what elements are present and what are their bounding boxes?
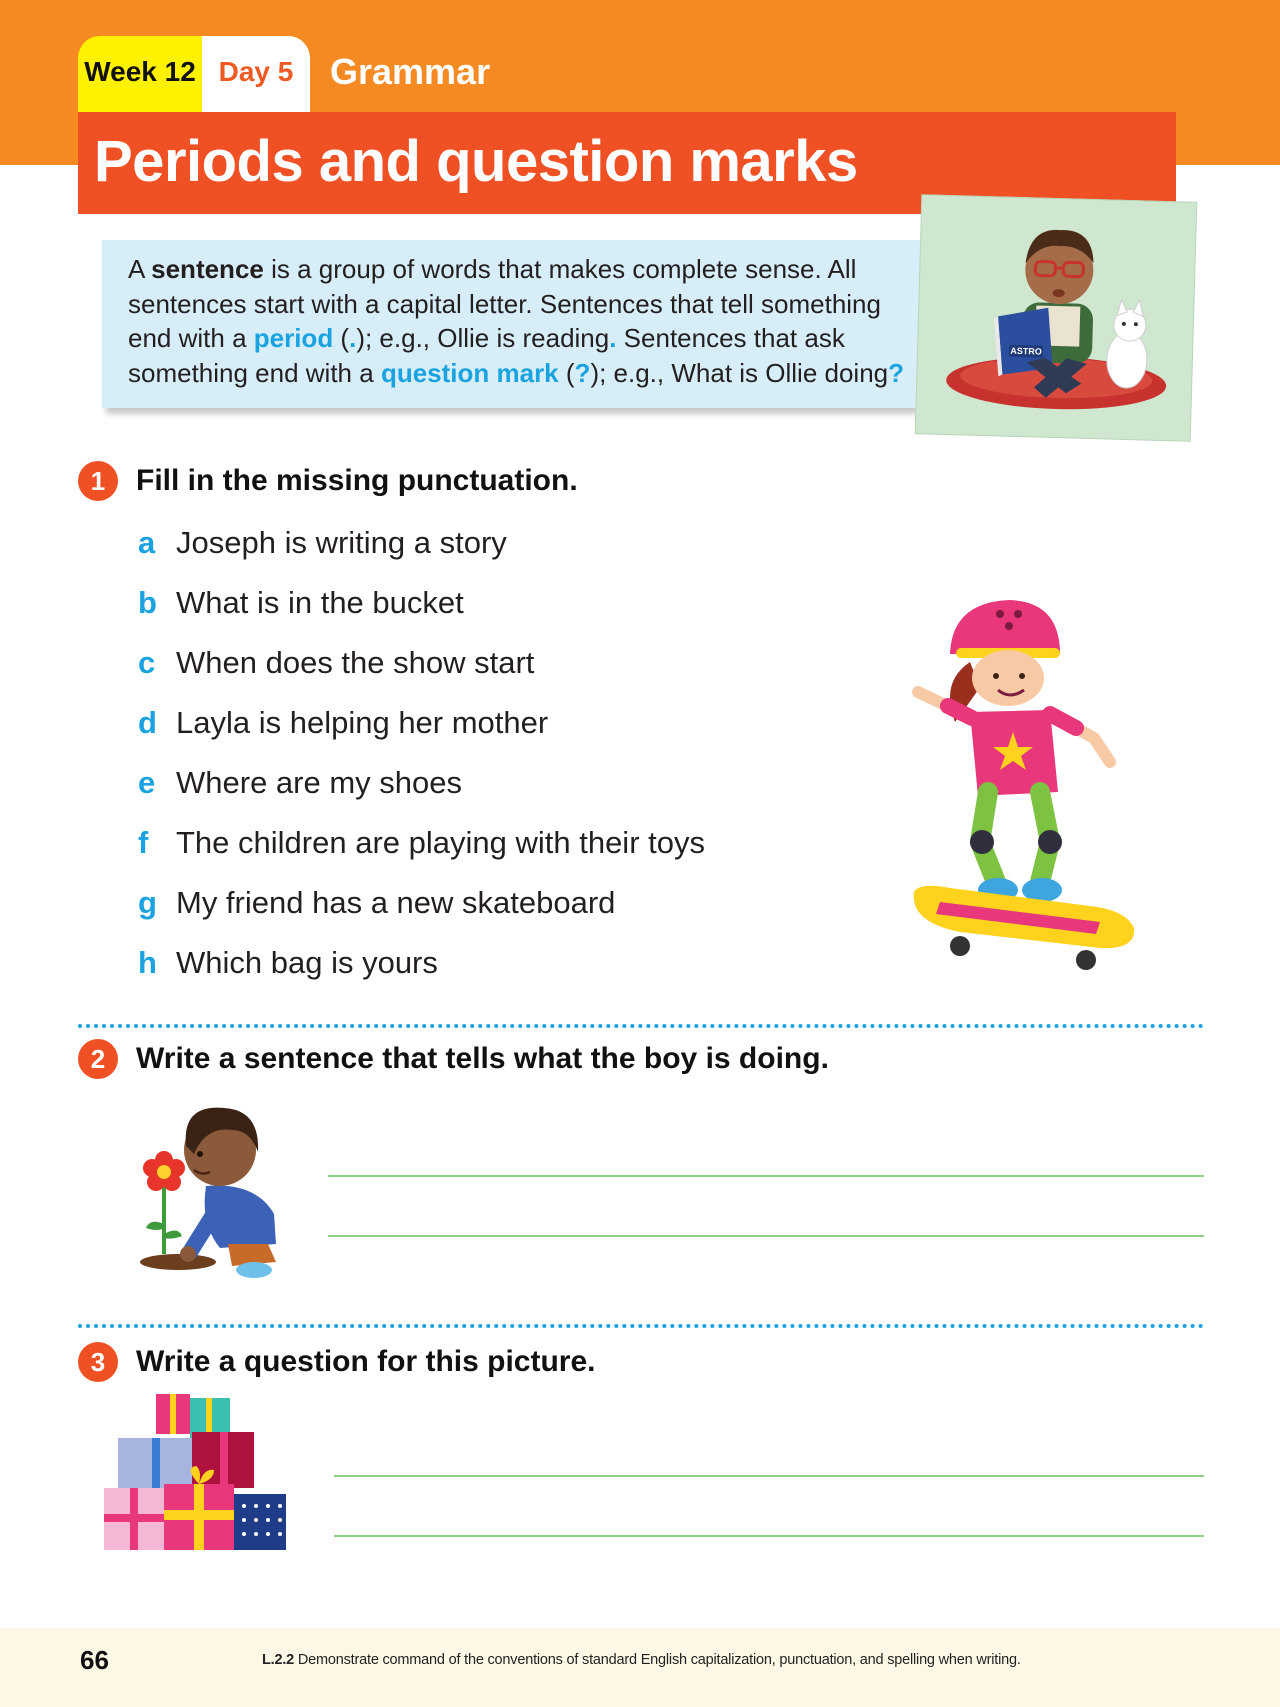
standard-text: Demonstrate command of the conventions of standard English capitalization, punctuation, and spelling when writing.: [294, 1652, 1021, 1668]
item-text: My friend has a new skateboard: [176, 885, 616, 920]
item-text: Where are my shoes: [176, 765, 462, 800]
answer-line[interactable]: [328, 1235, 1204, 1237]
section-divider: [78, 1324, 1204, 1328]
list-item: [138, 640, 534, 686]
section-divider: [78, 1024, 1204, 1028]
info-text-part: (: [558, 357, 575, 388]
page-title: Periods and question marks: [94, 129, 858, 194]
keyword-sentence: sentence: [151, 254, 264, 284]
page-number: 66: [80, 1645, 109, 1675]
item-text: Which bag is yours: [176, 945, 438, 980]
item-letter: a: [138, 525, 156, 560]
info-text-part: ); e.g., What is Ollie doing: [590, 357, 889, 388]
question-3-prompt: Write a question for this picture.: [136, 1345, 596, 1378]
standard-note: [262, 1646, 1021, 1674]
answer-line[interactable]: [328, 1175, 1204, 1177]
question-number-3: 3: [78, 1342, 118, 1382]
question-example-symbol: ?: [888, 357, 905, 388]
item-letter: f: [138, 825, 149, 860]
item-letter: b: [138, 585, 157, 620]
item-letter: h: [138, 945, 157, 980]
list-item: [138, 700, 548, 746]
info-text-part: is a group of words that makes complete sense. All sentences start with a capital letter. Sentences that tell something end with a: [128, 254, 881, 353]
item-text: When does the show start: [176, 645, 535, 680]
question-1-prompt: Fill in the missing punctuation.: [136, 464, 578, 497]
item-letter: d: [138, 705, 157, 740]
list-item: [138, 940, 438, 986]
list-item: [138, 520, 507, 566]
subject-label: Grammar: [330, 51, 491, 92]
question-number-2: 2: [78, 1039, 118, 1079]
list-item: [138, 760, 462, 806]
period-example-symbol: .: [609, 323, 617, 353]
info-text-part: A: [128, 254, 152, 284]
keyword-period: period: [253, 323, 334, 353]
question-number-1: 1: [78, 461, 118, 501]
question-symbol: ?: [574, 357, 591, 388]
question-2-prompt: Write a sentence that tells what the boy is doing.: [136, 1042, 829, 1075]
period-symbol: .: [349, 323, 357, 353]
item-letter: g: [138, 885, 157, 920]
list-item: [138, 820, 705, 866]
item-text: The children are playing with their toys: [176, 825, 705, 860]
standard-code: L.2.2: [262, 1652, 295, 1668]
info-text-part: (: [333, 323, 350, 353]
day-tag: Day 5: [202, 36, 310, 112]
info-text: [128, 252, 918, 390]
stack-of-gifts-illustration: [104, 1390, 290, 1552]
skateboarding-girl-illustration: [900, 592, 1140, 972]
book-cover-text: ASTRO: [1010, 345, 1042, 357]
item-text: Layla is helping her mother: [176, 705, 549, 740]
info-text-part: Sentences that ask something end with a: [128, 323, 845, 388]
item-text: What is in the bucket: [176, 585, 464, 620]
boy-planting-flower-illustration: [136, 1094, 292, 1280]
answer-line[interactable]: [334, 1535, 1204, 1537]
week-tag: Week 12: [78, 36, 202, 112]
info-text-part: ); e.g., Ollie is reading: [356, 323, 610, 353]
list-item: [138, 880, 615, 926]
list-item: [138, 580, 464, 626]
item-text: Joseph is writing a story: [176, 525, 507, 560]
answer-line[interactable]: [334, 1475, 1204, 1477]
item-letter: e: [138, 765, 156, 800]
boy-reading-illustration: [915, 194, 1198, 442]
keyword-question-mark: question mark: [380, 357, 559, 388]
item-letter: c: [138, 645, 156, 680]
